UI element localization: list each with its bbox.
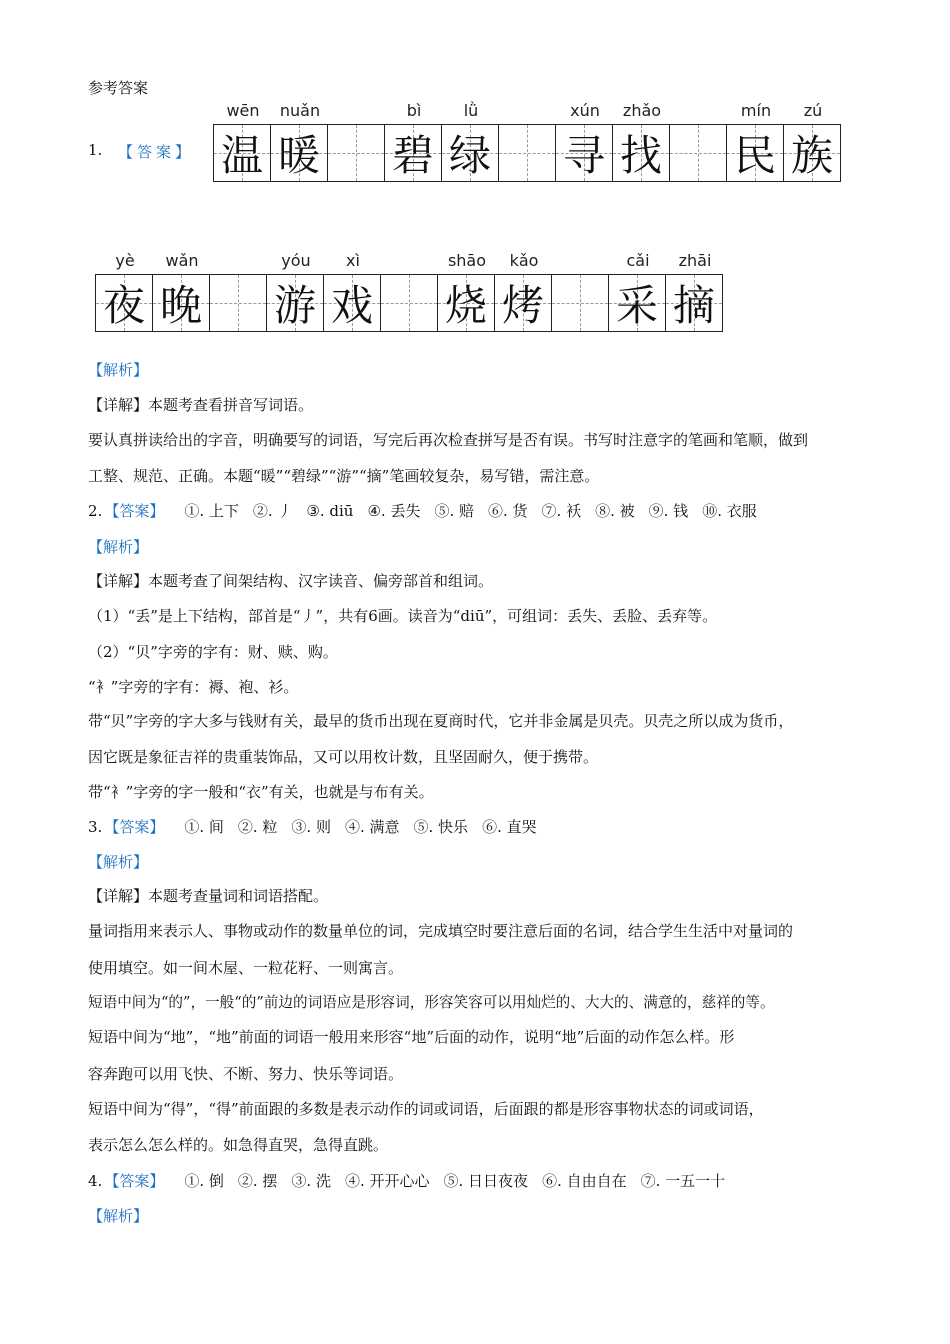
hanzi: 夜	[102, 281, 145, 330]
answer-option: ⑨. 钱	[648, 502, 689, 520]
detail-text: 【详解】本题考查了间架结构、汉字读音、偏旁部首和组词。	[88, 572, 494, 590]
answer-label: 【答案】	[118, 143, 195, 161]
hanzi: 游	[273, 281, 316, 330]
question-number: 3.	[88, 818, 103, 836]
pinyin: zhǎo	[622, 101, 662, 120]
paragraph: （1）“丢”是上下结构，部首是“丿”，共有6画。读音为“diū”，可组词：丢失、丢脸、丢弃等。	[88, 607, 718, 625]
paragraph: 工整、规范、正确。本题“暖”“碧绿”“游”“摘”笔画较复杂，易写错，需注意。	[88, 467, 600, 485]
tianzige-cell	[270, 101, 328, 182]
analysis-label: 【解析】	[88, 853, 149, 871]
analysis-label: 【解析】	[88, 1207, 149, 1225]
tianzige-cell	[726, 101, 784, 182]
paragraph: 带“衤”字旁的字一般和“衣”有关，也就是与布有关。	[88, 783, 434, 801]
pinyin: bì	[406, 101, 422, 120]
tianzige-cell	[494, 251, 552, 332]
answer-option: ①. 间	[184, 818, 224, 836]
hanzi: 绿	[448, 131, 491, 180]
hanzi: 摘	[672, 281, 715, 330]
hanzi: 暖	[277, 131, 320, 180]
answer-option: ⑤. 日日夜夜	[443, 1172, 529, 1190]
pinyin: mín	[740, 101, 772, 120]
tianzige-cell	[498, 124, 556, 182]
tianzige-cell	[612, 101, 670, 182]
tianzige-cell	[441, 101, 499, 182]
tianzige-cell	[213, 101, 271, 182]
answer-option: ⑤. 赔	[434, 502, 474, 520]
answer-option: ②. 粒	[237, 818, 278, 836]
answer-option: ④. 丢失	[367, 502, 421, 520]
pinyin: lǜ	[463, 101, 479, 120]
hanzi	[552, 275, 608, 331]
answer-option: ⑦. 一五一十	[640, 1172, 726, 1190]
tianzige-cell	[209, 274, 267, 332]
pinyin: zhāi	[678, 251, 712, 270]
answer-line-4	[88, 1171, 753, 1191]
pinyin: cǎi	[626, 251, 650, 270]
tianzige-row-2	[95, 251, 722, 332]
answer-line-3	[88, 817, 565, 837]
detail-text: 【详解】本题考查量词和词语搭配。	[88, 887, 329, 905]
tianzige-row-1	[213, 101, 840, 182]
paragraph: 量词指用来表示人、事物或动作的数量单位的词，完成填空时要注意后面的名词，结合学生生活中对量词的	[88, 922, 794, 940]
pinyin: xún	[570, 101, 600, 120]
hanzi	[328, 125, 384, 181]
answer-option: ②. 丿	[252, 502, 293, 520]
tianzige-cell	[323, 251, 381, 332]
hanzi: 采	[615, 281, 658, 330]
pinyin: xì	[346, 251, 360, 270]
hanzi	[670, 125, 726, 181]
analysis-label: 【解析】	[88, 361, 149, 379]
hanzi: 寻	[562, 131, 605, 180]
paragraph: 因它既是象征吉祥的贵重装饰品，又可以用枚计数，且坚固耐久，便于携带。	[88, 748, 599, 766]
tianzige-cell	[266, 251, 324, 332]
question-number: 1.	[88, 141, 103, 159]
paragraph: 短语中间为“得”，“得”前面跟的多数是表示动作的词或词语，后面跟的都是形容事物状态的词或词语，	[88, 1100, 764, 1118]
paragraph: 带“贝”字旁的字大多与钱财有关，最早的货币出现在夏商时代，它并非金属是贝壳。贝壳之所以成为货币，	[88, 712, 794, 730]
hanzi: 戏	[330, 281, 373, 330]
answer-option: ①. 倒	[184, 1172, 224, 1190]
page-title: 参考答案	[88, 79, 149, 97]
tianzige-cell	[95, 251, 153, 332]
tianzige-cell	[551, 274, 609, 332]
pinyin: shāo	[447, 251, 487, 270]
tianzige-cell	[152, 251, 210, 332]
pinyin: nuǎn	[279, 101, 321, 120]
answer-option: ③. 则	[291, 818, 331, 836]
hanzi	[381, 275, 437, 331]
pinyin: kǎo	[509, 251, 539, 270]
hanzi: 碧	[391, 131, 434, 180]
tianzige-cell	[669, 124, 727, 182]
answer-option: ③. diū	[306, 502, 354, 520]
tianzige-cell	[665, 251, 723, 332]
answer-option: ⑥. 货	[488, 502, 528, 520]
pinyin: zú	[803, 101, 823, 120]
paragraph: 要认真拼读给出的字音，明确要写的词语，写完后再次检查拼写是否有误。书写时注意字的笔画和笔顺，做到	[88, 431, 809, 449]
answer-label: 【答案】	[104, 1172, 165, 1190]
answer-option: ⑥. 自由自在	[542, 1172, 627, 1190]
answer-option: ⑦. 袄	[541, 502, 582, 520]
answer-label: 【答案】	[104, 502, 165, 520]
answer-option: ②. 摆	[237, 1172, 278, 1190]
answer-option: ④. 开开心心	[344, 1172, 430, 1190]
hanzi	[499, 125, 555, 181]
question-number: 4.	[88, 1172, 103, 1190]
tianzige-cell	[327, 124, 385, 182]
pinyin: yóu	[281, 251, 311, 270]
hanzi	[210, 275, 266, 331]
answer-option: ⑤. 快乐	[413, 818, 469, 836]
answer-label: 【答案】	[104, 818, 165, 836]
pinyin: wēn	[226, 101, 260, 120]
paragraph: 短语中间为“地”，“地”前面的词语一般用来形容“地”后面的动作，说明“地”后面的动作怎么样。形	[88, 1028, 735, 1046]
paragraph: 表示怎么怎么样的。如急得直哭，急得直跳。	[88, 1136, 389, 1154]
paragraph: （2）“贝”字旁的字有：财、赎、购。	[88, 643, 338, 661]
hanzi: 民	[733, 131, 776, 180]
hanzi: 族	[790, 131, 833, 180]
answer-line-2	[88, 501, 785, 521]
pinyin: yè	[115, 251, 135, 270]
answer-option: ③. 洗	[291, 1172, 331, 1190]
tianzige-cell	[555, 101, 613, 182]
answer-option: ⑩. 衣服	[702, 502, 757, 520]
answer-option: ④. 满意	[344, 818, 400, 836]
tianzige-cell	[783, 101, 841, 182]
tianzige-cell	[437, 251, 495, 332]
paragraph: 使用填空。如一间木屋、一粒花籽、一则寓言。	[88, 959, 404, 977]
answer-option: ⑥. 直哭	[482, 818, 537, 836]
pinyin: wǎn	[165, 251, 199, 270]
hanzi: 找	[619, 131, 662, 180]
paragraph: “衤”字旁的字有：褥、袍、衫。	[88, 678, 299, 696]
answer-option: ①. 上下	[184, 502, 239, 520]
hanzi: 烧	[444, 281, 487, 330]
hanzi: 温	[220, 131, 263, 180]
hanzi: 晚	[159, 281, 202, 330]
tianzige-cell	[384, 101, 442, 182]
tianzige-cell	[380, 274, 438, 332]
question-number: 2.	[88, 502, 103, 520]
hanzi: 烤	[501, 281, 544, 330]
paragraph: 容奔跑可以用飞快、不断、努力、快乐等词语。	[88, 1065, 404, 1083]
answer-option: ⑧. 被	[595, 502, 635, 520]
tianzige-cell	[608, 251, 666, 332]
paragraph: 短语中间为“的”，一般“的”前边的词语应是形容词，形容笑容可以用灿烂的、大大的、满意的，慈祥的等。	[88, 994, 775, 1011]
analysis-label: 【解析】	[88, 538, 149, 556]
detail-text: 【详解】本题考查看拼音写词语。	[88, 396, 314, 414]
